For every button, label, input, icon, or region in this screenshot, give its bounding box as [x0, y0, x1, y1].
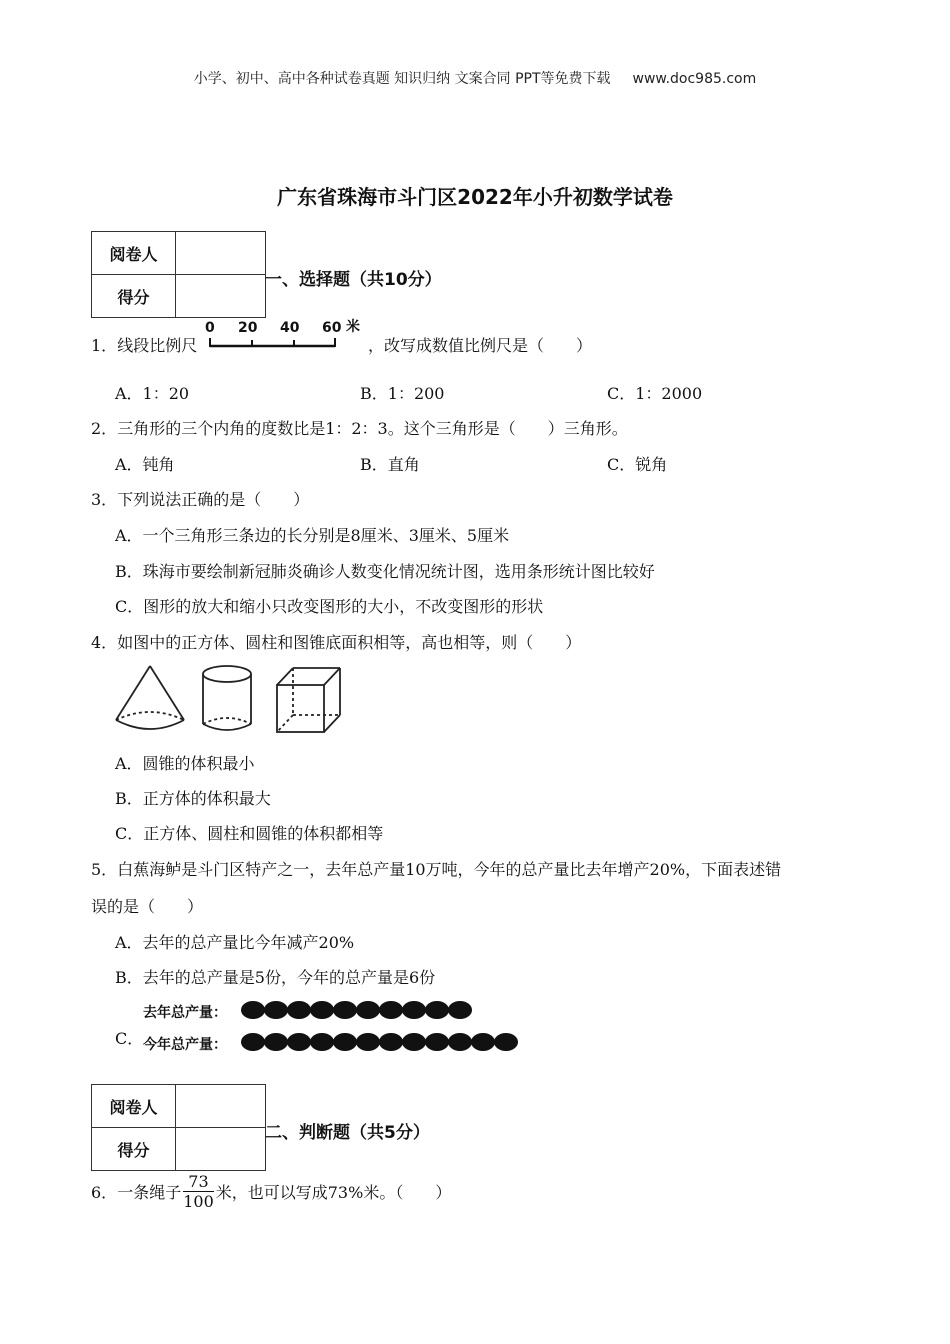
pictogram-unit [402, 1033, 426, 1051]
pictogram-unit [402, 1001, 426, 1019]
option-c[interactable]: C． [115, 1029, 144, 1048]
option-c[interactable]: C．锐角 [607, 455, 668, 474]
score-box-2 [91, 1084, 266, 1171]
cube-shape [277, 668, 340, 732]
question-number: 3． [91, 490, 118, 509]
reviewer-label: 阅卷人 [92, 232, 176, 275]
option-b[interactable]: B．正方体的体积最大 [115, 789, 271, 808]
score-label: 得分 [92, 1128, 176, 1171]
question-text: 一条绳子 [117, 1183, 182, 1202]
question-number: 5． [91, 860, 118, 879]
pictogram-unit [356, 1001, 380, 1019]
question-6 [91, 1172, 451, 1211]
pictogram-unit [287, 1001, 311, 1019]
question-text-cont: ，改写成数值比例尺是（ ） [368, 336, 593, 355]
score-field[interactable] [176, 275, 266, 318]
pictogram-unit [425, 1033, 449, 1051]
pictogram-unit [448, 1033, 472, 1051]
question-text: 如图中的正方体、圆柱和图锥底面积相等，高也相等，则（ ） [117, 633, 582, 652]
option-a[interactable]: A．去年的总产量比今年减产20% [115, 933, 355, 952]
reviewer-field[interactable] [176, 1085, 266, 1128]
pictogram-unit [425, 1001, 449, 1019]
scale-tick-label: 0 [205, 320, 215, 336]
reviewer-label: 阅卷人 [92, 1085, 176, 1128]
pictogram-unit [333, 1001, 357, 1019]
pictogram-unit [471, 1033, 495, 1051]
section-title: 一、选择题（共10分） [265, 270, 442, 290]
question-number: 4． [91, 633, 118, 652]
pictogram-unit [310, 1033, 334, 1051]
pictogram-unit [494, 1033, 518, 1051]
question-number: 6． [91, 1183, 118, 1202]
question-4 [91, 630, 581, 653]
question-3 [91, 487, 309, 510]
pictogram-unit [379, 1001, 403, 1019]
question-text: 下列说法正确的是（ ） [117, 490, 310, 509]
fraction [183, 1172, 214, 1211]
question-number: 2． [91, 419, 118, 438]
question-text-cont: 米，也可以写成73%米。（ ） [215, 1183, 452, 1202]
solids-figure [112, 663, 357, 735]
pictogram-unit [264, 1001, 288, 1019]
page-title: 广东省珠海市斗门区2022年小升初数学试卷 [277, 185, 673, 209]
doc-banner [0, 68, 950, 88]
pictogram-unit [287, 1033, 311, 1051]
banner-text: 小学、初中、高中各种试卷真题 知识归纳 文案合同 PPT等免费下载 [193, 71, 611, 87]
question-2 [91, 416, 628, 439]
option-c[interactable]: C．图形的放大和缩小只改变图形的大小，不改变图形的形状 [115, 597, 544, 616]
question-number: 1． [91, 336, 118, 355]
scale-tick-label: 40 [280, 320, 300, 336]
score-field[interactable] [176, 1128, 266, 1171]
question-1 [91, 333, 197, 356]
option-a[interactable]: A．圆锥的体积最小 [115, 754, 255, 773]
section-title: 二、判断题（共5分） [265, 1123, 430, 1143]
fraction-denominator: 100 [183, 1192, 214, 1211]
pictogram-unit [310, 1001, 334, 1019]
option-b[interactable]: B．直角 [360, 455, 420, 474]
option-b[interactable]: B．1：200 [360, 384, 445, 403]
pictogram-unit [333, 1033, 357, 1051]
scale-tick-label: 20 [238, 320, 258, 336]
reviewer-field[interactable] [176, 232, 266, 275]
pictogram-label-this-year: 今年总产量： [143, 1037, 227, 1053]
fraction-numerator: 73 [183, 1172, 214, 1192]
option-c[interactable]: C．1：2000 [607, 384, 703, 403]
option-a[interactable]: A．钝角 [115, 455, 175, 474]
pictogram-row-this-year [241, 1031, 531, 1053]
scale-unit-label: 米 [346, 319, 360, 335]
question-text: 白蕉海鲈是斗门区特产之一，去年总产量10万吨，今年的总产量比去年增产20%，下面表述错 [117, 860, 782, 879]
scale-tick-label: 60 [322, 320, 342, 336]
cylinder-shape [203, 666, 251, 730]
question-text: 线段比例尺 [117, 336, 198, 355]
pictogram-unit [264, 1033, 288, 1051]
option-a[interactable]: A．一个三角形三条边的长分别是8厘米、3厘米、5厘米 [115, 526, 510, 545]
score-label: 得分 [92, 275, 176, 318]
pictogram-unit [448, 1001, 472, 1019]
pictogram-unit [241, 1033, 265, 1051]
question-5 [91, 857, 781, 880]
pictogram-row-last-year [241, 999, 481, 1021]
option-c[interactable]: C．正方体、圆柱和圆锥的体积都相等 [115, 824, 384, 843]
option-b[interactable]: B．去年的总产量是5份，今年的总产量是6份 [115, 968, 436, 987]
scale-bar-figure [203, 316, 365, 352]
question-text: 三角形的三个内角的度数比是1：2：3。这个三角形是（ ）三角形。 [117, 419, 628, 438]
pictogram-unit [379, 1033, 403, 1051]
pictogram-unit [241, 1001, 265, 1019]
option-a[interactable]: A．1：20 [115, 384, 190, 403]
pictogram-label-last-year: 去年总产量： [143, 1005, 227, 1021]
question-text-cont: 误的是（ ） [91, 897, 204, 916]
score-box-1 [91, 231, 266, 318]
banner-site[interactable]: www.doc985.com [632, 71, 757, 87]
cone-shape [116, 666, 184, 729]
pictogram-unit [356, 1033, 380, 1051]
option-b[interactable]: B．珠海市要绘制新冠肺炎确诊人数变化情况统计图，选用条形统计图比较好 [115, 562, 655, 581]
